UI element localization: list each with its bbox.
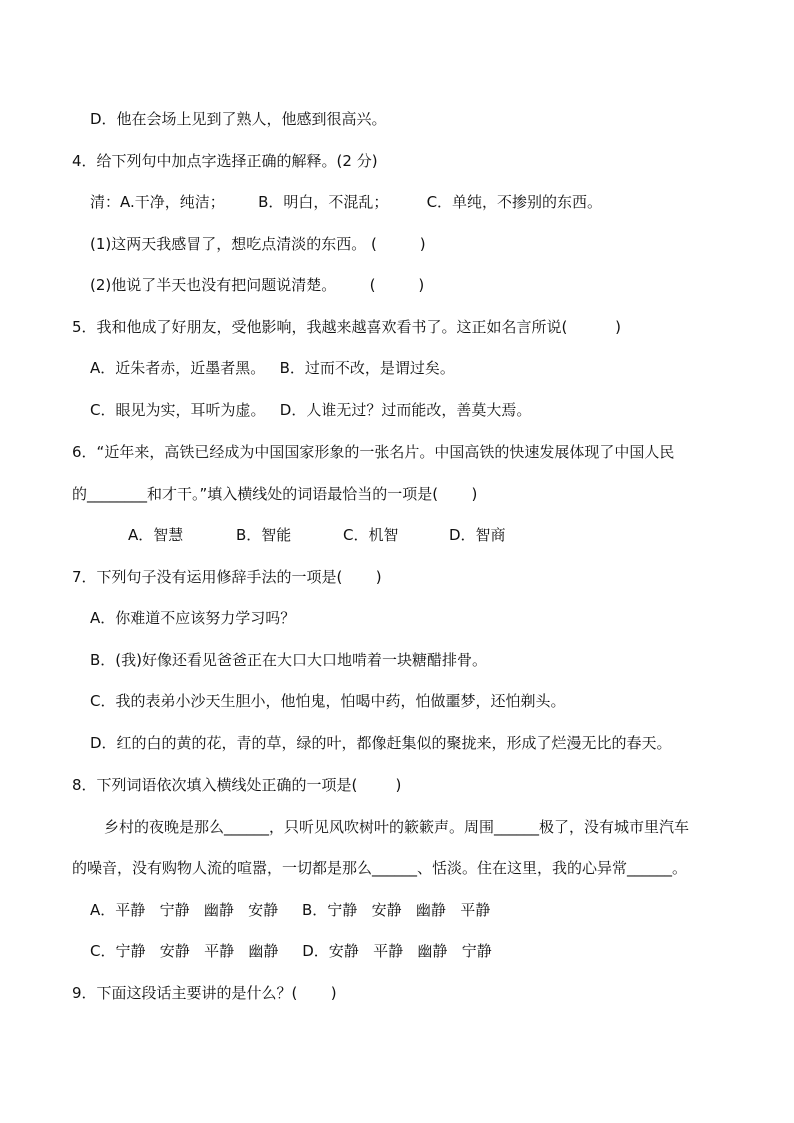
q7-option-a: A．你难道不应该努力学习吗？ (90, 609, 296, 627)
q4-sub2: (2)他说了半天也没有把问题说清楚。 ( ) (90, 276, 425, 294)
q6-stem-line1: 6．“近年来，高铁已经成为中国国家形象的一张名片。中国高铁的快速发展体现了中国人民 (72, 443, 675, 461)
q6-stem-line2: 的________和才干。”填入横线处的词语最恰当的一项是( ) (72, 485, 478, 503)
q6-option-c: C．机智 (343, 526, 399, 544)
q4-definitions: 清：A.干净，纯洁； B．明白，不混乱； C．单纯，不掺别的东西。 (90, 193, 603, 211)
q6-option-d: D．智商 (449, 526, 506, 544)
q4-sub1: (1)这两天我感冒了，想吃点清淡的东西。 ( ) (90, 235, 426, 253)
q4-stem: 4．给下列句中加点字选择正确的解释。(2 分) (72, 152, 378, 170)
q8-passage-line2: 的噪音，没有购物人流的喧嚣，一切都是那么______、恬淡。住在这里，我的心异常______。 (72, 859, 688, 877)
q6-option-a: A．智慧 (128, 526, 184, 544)
q7-option-c: C．我的表弟小沙天生胆小，他怕鬼，怕喝中药，怕做噩梦，还怕剃头。 (90, 692, 566, 710)
q8-passage-line1: 乡村的夜晚是那么______，只听见风吹树叶的簌簌声。周围______极了，没有城市里汽车 (104, 818, 690, 836)
q3-option-d: D．他在会场上见到了熟人，他感到很高兴。 (90, 110, 387, 128)
q8-options-cd: C．宁静 安静 平静 幽静 D．安静 平静 幽静 宁静 (90, 942, 492, 960)
q5-stem: 5．我和他成了好朋友，受他影响，我越来越喜欢看书了。这正如名言所说( ) (72, 318, 621, 336)
q6-option-b: B．智能 (236, 526, 292, 544)
q9-stem: 9．下面这段话主要讲的是什么？( ) (72, 984, 337, 1002)
q7-option-b: B．(我)好像还看见爸爸正在大口大口地啃着一块糖醋排骨。 (90, 651, 487, 669)
q5-options-ab: A．近朱者赤，近墨者黑。 B．过而不改，是谓过矣。 (90, 359, 455, 377)
q5-options-cd: C．眼见为实，耳听为虚。 D．人谁无过？过而能改，善莫大焉。 (90, 401, 532, 419)
q7-stem: 7．下列句子没有运用修辞手法的一项是( ) (72, 568, 382, 586)
q8-options-ab: A．平静 宁静 幽静 安静 B．宁静 安静 幽静 平静 (90, 901, 491, 919)
q7-option-d: D．红的白的黄的花，青的草，绿的叶，都像赶集似的聚拢来，形成了烂漫无比的春天。 (90, 734, 672, 752)
q8-stem: 8．下列词语依次填入横线处正确的一项是( ) (72, 776, 402, 794)
